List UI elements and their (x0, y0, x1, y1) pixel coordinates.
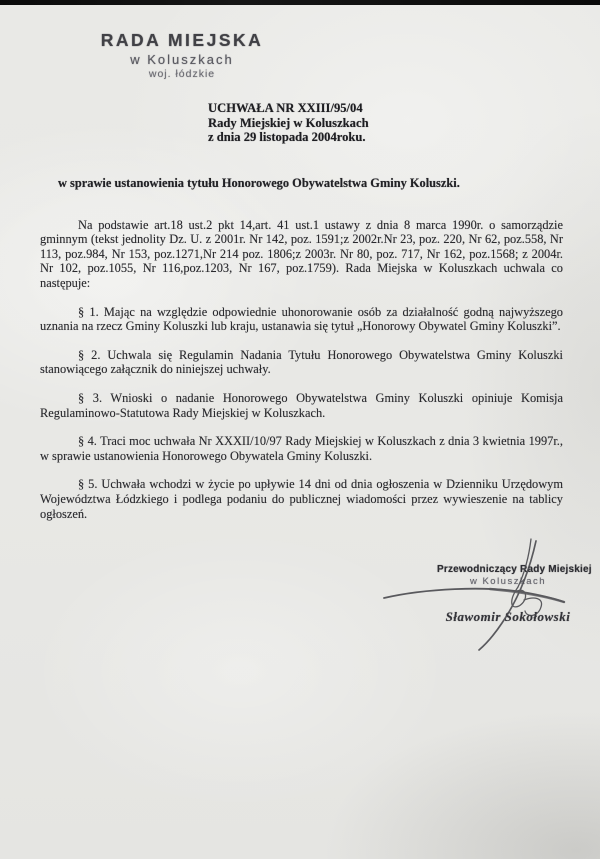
subject-line: w sprawie ustanowienia tytułu Honorowego Obywatelstwa Gminy Koluszki. (58, 176, 460, 190)
decree-title-line-date: z dnia 29 listopada 2004roku. (208, 130, 366, 145)
decree-title-line-council: Rady Miejskiej w Koluszkach (208, 115, 369, 130)
preamble-paragraph: Na podstawie art.18 ust.2 pkt 14,art. 41 ust.1 ustawy z dnia 8 marca 1990r. o samorządzie gminnym (tekst jednolity Dz. U. z 2001r. Nr 142, poz. 1591;z 2002r.Nr 23, poz. 220, Nr 62, poz.558, Nr 113, poz.984, Nr 153, poz.1271,Nr 214 poz. 1806;z 2003r. Nr 80, poz. 717, Nr 162, poz.1568; z 2004r. Nr 102, poz.1055, Nr 116,poz.1203, Nr 167, poz.1759). Rada Miejska w Koluszkach uchwala co następuje: (40, 217, 563, 290)
decree-title-line-number: UCHWAŁA NR XXIII/95/04 (208, 101, 363, 115)
signature-stamp-title: Przewodniczący Rady Miejskiej (437, 564, 592, 575)
signatory-name: Sławomir Sokołowski (445, 609, 571, 624)
org-place: w Koluszkach (130, 52, 234, 67)
org-name: RADA MIEJSKA (100, 30, 264, 50)
section-paragraph-2: § 2. Uchwala się Regulamin Nadania Tytułu Honorowego Obywatelstwa Gminy Koluszki stanowiącego załącznik do niniejszej uchwały. (40, 347, 563, 377)
signature-stamp-place: w Koluszkach (469, 576, 547, 587)
section-paragraph-1: § 1. Mając na względzie odpowiednie uhonorowanie osób za działalność godną najwyższego uznania na rzecz Gminy Koluszki lub kraju, ustanawia się tytuł „Honorowy Obywatel Gminy Koluszki”. (40, 304, 563, 334)
section-paragraph-3: § 3. Wnioski o nadanie Honorowego Obywatelstwa Gminy Koluszki opiniuje Komisja Regulaminowo-Statutowa Rady Miejskiej w Koluszkach. (40, 390, 563, 420)
letterhead-stamp (100, 30, 264, 80)
scan-black-edge (0, 0, 600, 5)
section-paragraph-5: § 5. Uchwała wchodzi w życie po upływie 14 dni od dnia ogłoszenia w Dzienniku Urzędowym Województwa Łódzkiego i podlega podaniu do publicznej wiadomości przez wywieszenie na tablicy ogłoszeń. (40, 477, 563, 521)
signature-area (437, 564, 592, 625)
org-region: woj. łódzkie (148, 68, 216, 80)
decree-body (40, 176, 563, 535)
decree-title (208, 101, 369, 145)
section-paragraph-4: § 4. Traci moc uchwała Nr XXXII/10/97 Rady Miejskiej w Koluszkach z dnia 3 kwietnia 1997r., w sprawie ustanowienia Honorowego Obywatela Gminy Koluszki. (40, 434, 563, 463)
